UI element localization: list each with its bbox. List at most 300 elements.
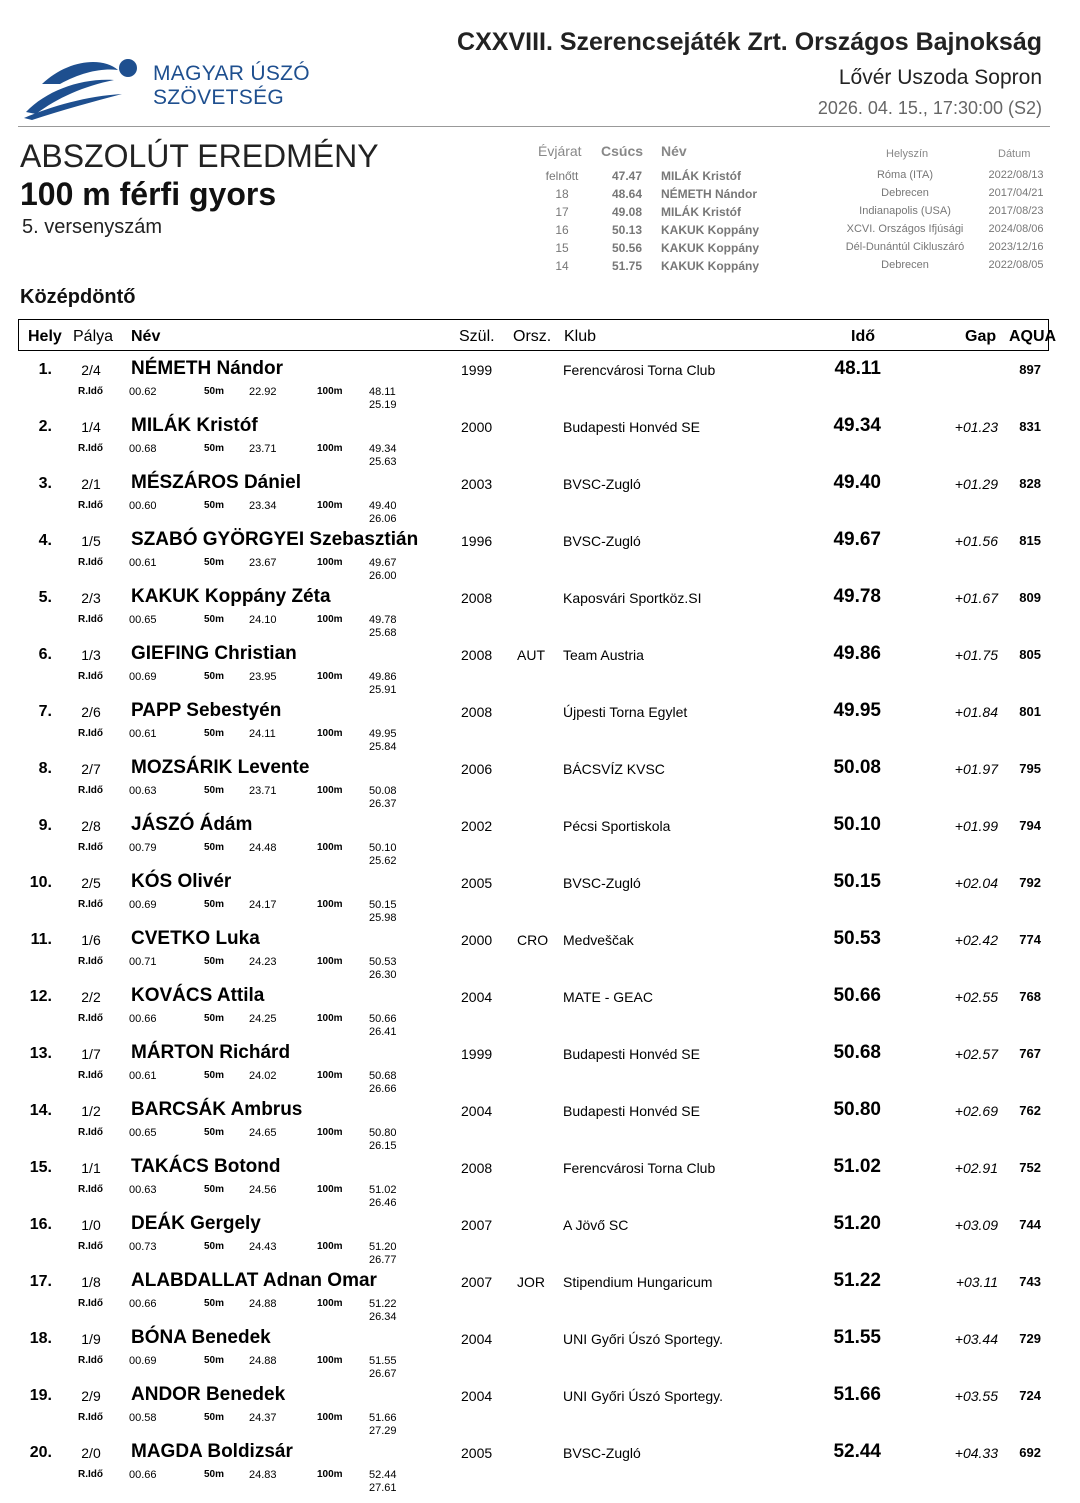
split-100-time: 50.80	[369, 1127, 397, 1139]
event-number: 5. versenyszám	[22, 216, 163, 238]
records-header-date: Dátum	[998, 148, 1031, 160]
record-date: 2024/08/06	[988, 223, 1044, 235]
result-place: 16.	[29, 1216, 52, 1233]
record-age-group: 18	[555, 187, 569, 201]
round-title: Középdöntő	[20, 286, 136, 308]
birth-year: 2004	[461, 989, 493, 1005]
split-50-time: 24.48	[249, 842, 277, 854]
reaction-label: R.Idő	[78, 671, 103, 682]
reaction-time: 00.61	[129, 728, 157, 740]
record-place: Indianapolis (USA)	[859, 205, 951, 217]
result-row	[0, 526, 1080, 583]
col-header-aqua: AQUA	[1009, 328, 1057, 345]
split-50-time: 24.83	[249, 1469, 277, 1481]
result-lane: 2/3	[81, 590, 101, 606]
result-place: 17.	[29, 1273, 52, 1290]
club-name: BVSC-Zugló	[563, 476, 641, 492]
records-table	[530, 143, 1050, 277]
split-50-time: 23.71	[249, 443, 277, 455]
record-age-group: 14	[555, 259, 569, 273]
reaction-label: R.Idő	[78, 443, 103, 454]
record-date: 2017/08/23	[988, 205, 1044, 217]
record-row	[530, 205, 1050, 223]
time-gap: +03.11	[955, 1274, 998, 1290]
birth-year: 2004	[461, 1331, 493, 1347]
reaction-time: 00.69	[129, 1355, 157, 1367]
split-50-time: 23.67	[249, 557, 277, 569]
aqua-points: 795	[1019, 761, 1041, 776]
split-50-label: 50m	[204, 1412, 225, 1423]
aqua-points: 729	[1019, 1331, 1041, 1346]
record-holder: NÉMETH Nándor	[661, 187, 757, 201]
result-place: 8.	[38, 760, 52, 777]
birth-year: 2004	[461, 1388, 493, 1404]
split-second-half: 25.84	[369, 741, 397, 753]
time-gap: +01.99	[954, 818, 998, 834]
club-name: BVSC-Zugló	[563, 533, 641, 549]
reaction-label: R.Idő	[78, 785, 103, 796]
reaction-label: R.Idő	[78, 899, 103, 910]
result-lane: 1/1	[81, 1160, 101, 1176]
final-time: 49.34	[833, 415, 881, 436]
time-gap: +01.23	[954, 419, 998, 435]
club-name: Kaposvári Sportköz.SI	[563, 590, 702, 606]
final-time: 50.53	[833, 928, 881, 949]
record-age-group: 17	[555, 205, 569, 219]
split-100-label: 100m	[317, 956, 343, 967]
reaction-time: 00.66	[129, 1298, 157, 1310]
result-place: 2.	[38, 418, 52, 435]
time-gap: +01.84	[954, 704, 998, 720]
swimmer-logo-icon	[22, 50, 172, 120]
split-100-label: 100m	[317, 1127, 343, 1138]
split-second-half: 25.19	[369, 399, 397, 411]
split-50-label: 50m	[204, 1070, 225, 1081]
club-name: Budapesti Honvéd SE	[563, 1046, 700, 1062]
event-datetime: 2026. 04. 15., 17:30:00 (S2)	[817, 98, 1042, 118]
final-time: 51.55	[833, 1327, 881, 1348]
swimmer-name: NÉMETH Nándor	[131, 358, 283, 379]
result-row	[0, 1381, 1080, 1438]
aqua-points: 792	[1019, 875, 1041, 890]
nation: CRO	[517, 932, 549, 948]
aqua-points: 801	[1019, 704, 1041, 719]
club-name: Pécsi Sportiskola	[563, 818, 671, 834]
result-lane: 2/1	[81, 476, 101, 492]
reaction-label: R.Idő	[78, 1013, 103, 1024]
split-100-time: 50.15	[369, 899, 397, 911]
result-lane: 1/3	[81, 647, 101, 663]
col-header-club: Klub	[564, 328, 597, 345]
split-100-label: 100m	[317, 899, 343, 910]
records-header-name: Név	[661, 143, 687, 159]
result-place: 19.	[29, 1387, 52, 1404]
split-second-half: 26.67	[369, 1368, 397, 1380]
split-100-label: 100m	[317, 614, 343, 625]
aqua-points: 794	[1019, 818, 1041, 833]
split-50-label: 50m	[204, 1469, 225, 1480]
record-row	[530, 223, 1050, 241]
split-50-label: 50m	[204, 500, 225, 511]
split-50-label: 50m	[204, 557, 225, 568]
club-name: Újpesti Torna Egylet	[563, 704, 688, 720]
final-time: 50.10	[833, 814, 881, 835]
split-second-half: 26.66	[369, 1083, 397, 1095]
club-name: A Jövő SC	[563, 1217, 629, 1233]
club-name: UNI Győri Úszó Sportegy.	[563, 1331, 724, 1347]
reaction-label: R.Idő	[78, 1355, 103, 1366]
split-100-label: 100m	[317, 386, 343, 397]
split-50-time: 23.34	[249, 500, 277, 512]
final-time: 50.68	[833, 1042, 881, 1063]
time-gap: +02.69	[954, 1103, 998, 1119]
record-date: 2017/04/21	[988, 187, 1044, 199]
split-second-half: 25.98	[369, 912, 397, 924]
birth-year: 2005	[461, 875, 493, 891]
split-100-label: 100m	[317, 1298, 343, 1309]
split-100-time: 50.66	[369, 1013, 397, 1025]
aqua-points: 828	[1019, 476, 1041, 491]
reaction-time: 00.63	[129, 785, 157, 797]
split-second-half: 26.37	[369, 798, 397, 810]
reaction-time: 00.62	[129, 386, 157, 398]
result-row	[0, 1210, 1080, 1267]
reaction-label: R.Idő	[78, 842, 103, 853]
aqua-points: 768	[1019, 989, 1041, 1004]
split-50-time: 23.71	[249, 785, 277, 797]
split-100-time: 49.78	[369, 614, 397, 626]
result-place: 7.	[38, 703, 52, 720]
record-time: 49.08	[611, 205, 642, 219]
record-row	[530, 241, 1050, 259]
club-name: UNI Győri Úszó Sportegy.	[563, 1388, 724, 1404]
final-time: 50.80	[833, 1099, 881, 1120]
aqua-points: 762	[1019, 1103, 1041, 1118]
result-lane: 2/4	[81, 362, 101, 378]
club-name: Team Austria	[563, 647, 644, 663]
result-place: 13.	[29, 1045, 52, 1062]
reaction-time: 00.65	[129, 614, 157, 626]
result-lane: 1/7	[81, 1046, 101, 1062]
result-row	[0, 1438, 1080, 1495]
split-100-label: 100m	[317, 443, 343, 454]
swimmer-name: TAKÁCS Botond	[131, 1156, 281, 1177]
split-100-label: 100m	[317, 1469, 343, 1480]
time-gap: +04.33	[954, 1445, 998, 1461]
result-place: 20.	[29, 1444, 52, 1461]
col-header-nation: Orsz.	[513, 328, 552, 345]
reaction-label: R.Idő	[78, 1412, 103, 1423]
split-50-label: 50m	[204, 1241, 225, 1252]
records-header-age: Évjárat	[538, 143, 582, 159]
federation-logo	[22, 50, 322, 120]
swimmer-name: MILÁK Kristóf	[131, 415, 258, 436]
result-place: 12.	[29, 988, 52, 1005]
birth-year: 2000	[461, 932, 493, 948]
club-name: Ferencvárosi Torna Club	[563, 1160, 716, 1176]
swimmer-name: JÁSZÓ Ádám	[131, 814, 253, 835]
split-second-half: 25.68	[369, 627, 397, 639]
absolute-result-title: ABSZOLÚT EREDMÉNY	[20, 138, 379, 174]
record-row	[530, 259, 1050, 277]
time-gap: +03.55	[954, 1388, 998, 1404]
split-50-label: 50m	[204, 671, 225, 682]
swimmer-name: CVETKO Luka	[131, 928, 260, 949]
event-title: 100 m férfi gyors	[20, 176, 277, 212]
time-gap: +01.97	[954, 761, 998, 777]
record-time: 50.56	[611, 241, 642, 255]
result-row	[0, 583, 1080, 640]
split-50-time: 24.25	[249, 1013, 277, 1025]
final-time: 50.66	[833, 985, 881, 1006]
reaction-time: 00.63	[129, 1184, 157, 1196]
reaction-label: R.Idő	[78, 557, 103, 568]
result-place: 18.	[29, 1330, 52, 1347]
split-50-time: 24.88	[249, 1298, 277, 1310]
final-time: 48.11	[834, 358, 881, 379]
split-100-time: 49.34	[369, 443, 397, 455]
reaction-label: R.Idő	[78, 728, 103, 739]
time-gap: +02.42	[954, 932, 998, 948]
split-100-time: 51.02	[369, 1184, 397, 1196]
record-holder: KAKUK Koppány	[661, 223, 759, 237]
result-row	[0, 697, 1080, 754]
reaction-label: R.Idő	[78, 1241, 103, 1252]
birth-year: 2008	[461, 1160, 493, 1176]
split-100-label: 100m	[317, 842, 343, 853]
record-place: Róma (ITA)	[876, 169, 934, 181]
split-100-label: 100m	[317, 728, 343, 739]
split-50-time: 24.17	[249, 899, 277, 911]
swimmer-name: MÁRTON Richárd	[131, 1042, 291, 1063]
split-50-time: 24.37	[249, 1412, 277, 1424]
records-header-record: Csúcs	[601, 143, 644, 159]
split-100-label: 100m	[317, 500, 343, 511]
split-50-label: 50m	[204, 1013, 225, 1024]
birth-year: 1999	[461, 1046, 493, 1062]
reaction-label: R.Idő	[78, 956, 103, 967]
final-time: 49.95	[833, 700, 881, 721]
split-100-time: 49.95	[369, 728, 397, 740]
result-place: 6.	[38, 646, 52, 663]
result-place: 10.	[29, 874, 52, 891]
split-50-time: 24.23	[249, 956, 277, 968]
aqua-points: 774	[1019, 932, 1041, 947]
split-100-time: 51.66	[369, 1412, 397, 1424]
split-second-half: 27.61	[369, 1482, 397, 1494]
swimmer-name: KOVÁCS Attila	[131, 985, 265, 1006]
birth-year: 2008	[461, 590, 493, 606]
aqua-points: 897	[1019, 362, 1041, 377]
split-50-time: 24.43	[249, 1241, 277, 1253]
reaction-time: 00.60	[129, 500, 157, 512]
record-row	[530, 187, 1050, 205]
result-row	[0, 1039, 1080, 1096]
split-50-label: 50m	[204, 1127, 225, 1138]
result-place: 14.	[29, 1102, 52, 1119]
nation: AUT	[517, 647, 545, 663]
result-lane: 2/7	[81, 761, 101, 777]
reaction-time: 00.71	[129, 956, 157, 968]
split-100-time: 50.53	[369, 956, 397, 968]
final-time: 50.08	[833, 757, 881, 778]
swimmer-name: KÓS Olivér	[131, 871, 232, 892]
club-name: BÁCSVÍZ KVSC	[563, 761, 665, 777]
birth-year: 1996	[461, 533, 493, 549]
record-date: 2022/08/13	[988, 169, 1044, 181]
result-lane: 1/2	[81, 1103, 101, 1119]
split-50-label: 50m	[204, 614, 225, 625]
reaction-time: 00.66	[129, 1013, 157, 1025]
split-100-label: 100m	[317, 1355, 343, 1366]
split-50-label: 50m	[204, 842, 225, 853]
split-100-label: 100m	[317, 1412, 343, 1423]
split-50-label: 50m	[204, 1184, 225, 1195]
result-row	[0, 754, 1080, 811]
time-gap: +01.75	[954, 647, 998, 663]
aqua-points: 752	[1019, 1160, 1041, 1175]
record-place: Dél-Dunántúl Cikluszáró	[845, 241, 965, 253]
split-second-half: 27.29	[369, 1425, 397, 1437]
time-gap: +02.57	[954, 1046, 998, 1062]
split-100-time: 50.10	[369, 842, 397, 854]
split-100-time: 51.22	[369, 1298, 397, 1310]
split-second-half: 26.41	[369, 1026, 397, 1038]
final-time: 49.67	[833, 529, 881, 550]
birth-year: 2003	[461, 476, 493, 492]
split-50-time: 24.56	[249, 1184, 277, 1196]
result-lane: 2/6	[81, 704, 101, 720]
result-lane: 1/0	[81, 1217, 101, 1233]
swimmer-name: GIEFING Christian	[131, 643, 297, 664]
split-second-half: 26.00	[369, 570, 397, 582]
split-second-half: 26.34	[369, 1311, 397, 1323]
split-100-label: 100m	[317, 1070, 343, 1081]
birth-year: 2006	[461, 761, 493, 777]
split-50-time: 24.11	[249, 728, 276, 740]
split-second-half: 25.91	[369, 684, 397, 696]
final-time: 49.78	[833, 586, 881, 607]
split-100-label: 100m	[317, 1241, 343, 1252]
result-lane: 1/9	[81, 1331, 101, 1347]
record-age-group: 16	[555, 223, 569, 237]
reaction-time: 00.66	[129, 1469, 157, 1481]
org-name-line1: MAGYAR ÚSZÓ	[153, 62, 310, 85]
result-place: 1.	[38, 361, 52, 378]
aqua-points: 831	[1019, 419, 1041, 434]
reaction-time: 00.58	[129, 1412, 157, 1424]
result-row	[0, 1153, 1080, 1210]
result-lane: 2/9	[81, 1388, 101, 1404]
record-holder: KAKUK Koppány	[661, 259, 759, 273]
aqua-points: 809	[1019, 590, 1041, 605]
reaction-label: R.Idő	[78, 1298, 103, 1309]
split-100-time: 49.40	[369, 500, 397, 512]
final-time: 51.66	[833, 1384, 881, 1405]
results-list	[0, 355, 1080, 1495]
aqua-points: 743	[1019, 1274, 1041, 1289]
col-header-time: Idő	[851, 328, 875, 345]
split-50-label: 50m	[204, 443, 225, 454]
split-100-label: 100m	[317, 1013, 343, 1024]
record-place: XCVI. Országos Ifjúsági	[846, 223, 964, 235]
final-time: 49.86	[833, 643, 881, 664]
result-row	[0, 1096, 1080, 1153]
venue: Lővér Uszoda Sopron	[838, 66, 1042, 89]
split-second-half: 26.77	[369, 1254, 397, 1266]
split-50-time: 22.92	[249, 386, 277, 398]
result-row	[0, 412, 1080, 469]
record-holder: MILÁK Kristóf	[661, 205, 741, 219]
result-row	[0, 811, 1080, 868]
result-row	[0, 1267, 1080, 1324]
split-100-label: 100m	[317, 671, 343, 682]
result-row	[0, 925, 1080, 982]
swimmer-name: SZABÓ GYÖRGYEI Szebasztián	[131, 529, 419, 550]
result-row	[0, 982, 1080, 1039]
split-100-time: 49.67	[369, 557, 397, 569]
split-50-time: 24.10	[249, 614, 277, 626]
split-second-half: 26.06	[369, 513, 397, 525]
split-second-half: 26.15	[369, 1140, 397, 1152]
aqua-points: 805	[1019, 647, 1041, 662]
result-lane: 1/4	[81, 419, 101, 435]
final-time: 51.22	[833, 1270, 881, 1291]
result-row	[0, 355, 1080, 412]
reaction-label: R.Idő	[78, 1070, 103, 1081]
final-time: 50.15	[833, 871, 881, 892]
split-50-label: 50m	[204, 1298, 225, 1309]
reaction-time: 00.73	[129, 1241, 157, 1253]
split-second-half: 26.30	[369, 969, 397, 981]
reaction-label: R.Idő	[78, 1127, 103, 1138]
record-holder: MILÁK Kristóf	[661, 169, 741, 183]
reaction-time: 00.79	[129, 842, 157, 854]
result-place: 5.	[38, 589, 52, 606]
result-place: 9.	[38, 817, 52, 834]
record-place: Debrecen	[881, 187, 929, 199]
reaction-label: R.Idő	[78, 500, 103, 511]
result-row	[0, 868, 1080, 925]
birth-year: 2005	[461, 1445, 493, 1461]
reaction-time: 00.69	[129, 899, 157, 911]
result-place: 15.	[29, 1159, 52, 1176]
result-place: 3.	[38, 475, 52, 492]
club-name: Medveščak	[563, 932, 634, 948]
birth-year: 2007	[461, 1217, 493, 1233]
result-lane: 2/8	[81, 818, 101, 834]
aqua-points: 815	[1019, 533, 1041, 548]
record-place: Debrecen	[881, 259, 929, 271]
time-gap: +02.55	[954, 989, 998, 1005]
split-100-label: 100m	[317, 785, 343, 796]
swimmer-name: MAGDA Boldizsár	[131, 1441, 293, 1462]
result-place: 4.	[38, 532, 52, 549]
club-name: MATE - GEAC	[563, 989, 653, 1005]
reaction-label: R.Idő	[78, 1469, 103, 1480]
reaction-time: 00.61	[129, 1070, 157, 1082]
split-100-time: 49.86	[369, 671, 397, 683]
time-gap: +03.44	[954, 1331, 998, 1347]
split-second-half: 25.62	[369, 855, 397, 867]
split-100-time: 48.11	[369, 386, 396, 398]
birth-year: 2000	[461, 419, 493, 435]
split-100-label: 100m	[317, 1184, 343, 1195]
birth-year: 2002	[461, 818, 493, 834]
record-time: 51.75	[611, 259, 642, 273]
final-time: 49.40	[833, 472, 881, 493]
final-time: 51.02	[833, 1156, 881, 1177]
